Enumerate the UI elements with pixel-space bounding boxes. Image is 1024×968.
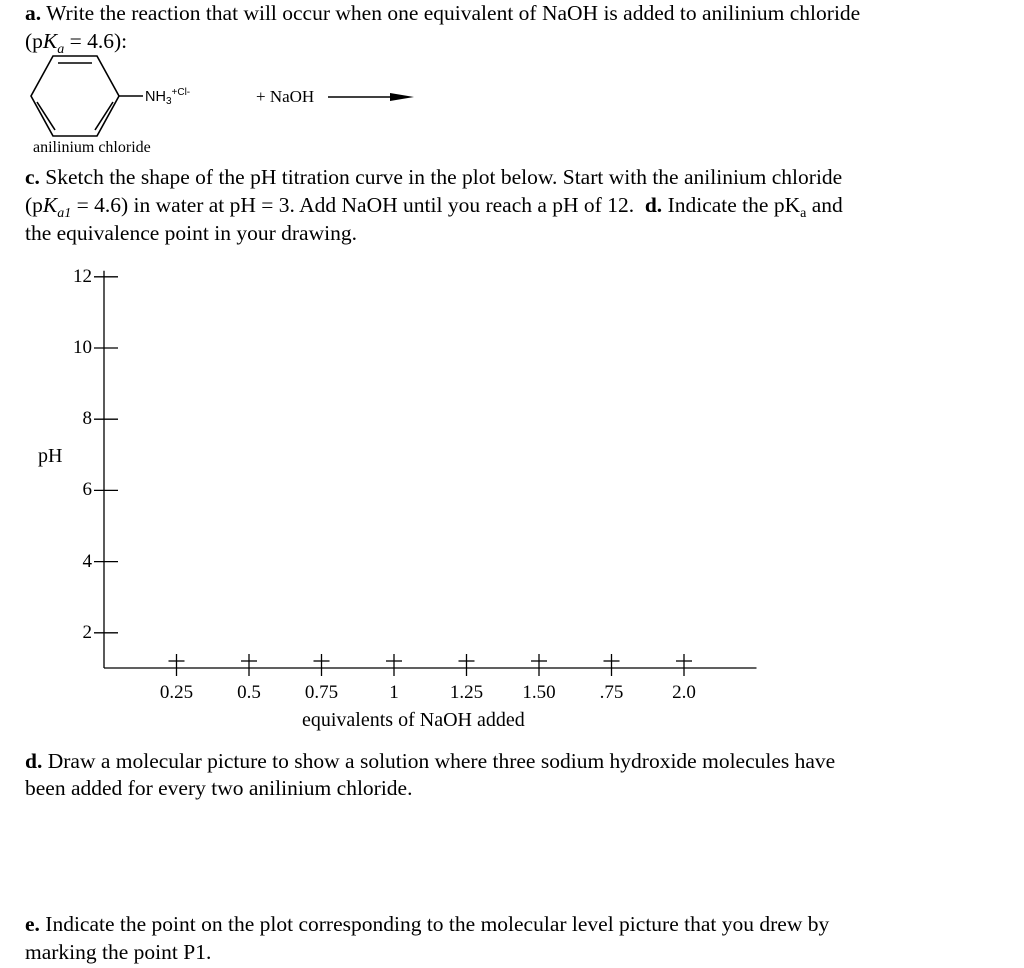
y-tick-label: 12 [73,265,92,287]
nh-subscript: 3 [165,96,172,107]
part-c-d-text: Indicate the pK [662,193,801,217]
part-a-label: a. [25,1,42,25]
part-d-line-2: been added for every two anilinium chloride. [25,776,413,800]
part-d-text: Draw a molecular picture to show a solution where three sodium hydroxide molecules have [47,749,836,773]
chloride-counterion: +Cl- [171,87,191,99]
part-c-conditions: = 4.6) in water at pH = 3. Add NaOH until you reach a pH of 12. [71,193,635,217]
part-a-text: Write the reaction that will occur when one equivalent of NaOH is added to anilinium chloride [46,1,861,25]
part-c-label: c. [25,165,40,189]
part-d-line-1 [25,748,835,774]
part-c-k-symbol: K [42,193,58,217]
x-tick-label: 0.5 [237,682,261,703]
x-tick-label: .75 [599,682,624,703]
plot-axes [94,271,757,676]
x-tick-label: 1 [389,682,399,703]
x-axis-label: equivalents of NaOH added [302,709,525,731]
part-a-pka-open: (p [25,29,43,53]
part-a-k-subscript: a [57,42,65,57]
part-a-k-symbol: K [42,29,58,53]
y-tick-label: 4 [82,550,92,572]
reagent-naoh: + NaOH [256,87,315,106]
x-tick-label: 0.75 [304,682,339,703]
x-tick-label: 1.50 [522,682,556,703]
part-d-label: d. [25,749,43,773]
y-tick-label: 8 [82,408,92,430]
y-tick-label: 6 [82,479,92,501]
y-axis-label: pH [38,445,63,467]
y-tick-label: 10 [73,337,92,358]
x-tick-label: 1.25 [449,682,484,703]
part-c-d-end: and [806,193,843,217]
x-tick-label: 2.0 [672,682,696,703]
part-e-line-1 [25,911,829,937]
part-c-pka-open: (p [25,193,43,217]
part-e-text: Indicate the point on the plot corresponding to the molecular level picture that you drew by [45,912,830,936]
part-e-line-2: marking the point P1. [25,940,212,964]
part-c-line-3: the equivalence point in your drawing. [25,221,357,245]
part-c-d-subscript: a [800,206,807,221]
y-tick-label: 2 [82,621,92,643]
part-e-label: e. [25,912,40,936]
nh-group: NH [145,89,166,105]
part-a-pka-value: = 4.6): [64,29,128,53]
x-tick-label: 0.25 [159,682,194,703]
part-c-text: Sketch the shape of the pH titration curve in the plot below. Start with the anilinium chloride [45,165,843,189]
reactant-name: anilinium chloride [33,139,151,156]
part-c-d-label: d. [644,193,663,217]
part-c-k-subscript: a1 [57,206,72,221]
